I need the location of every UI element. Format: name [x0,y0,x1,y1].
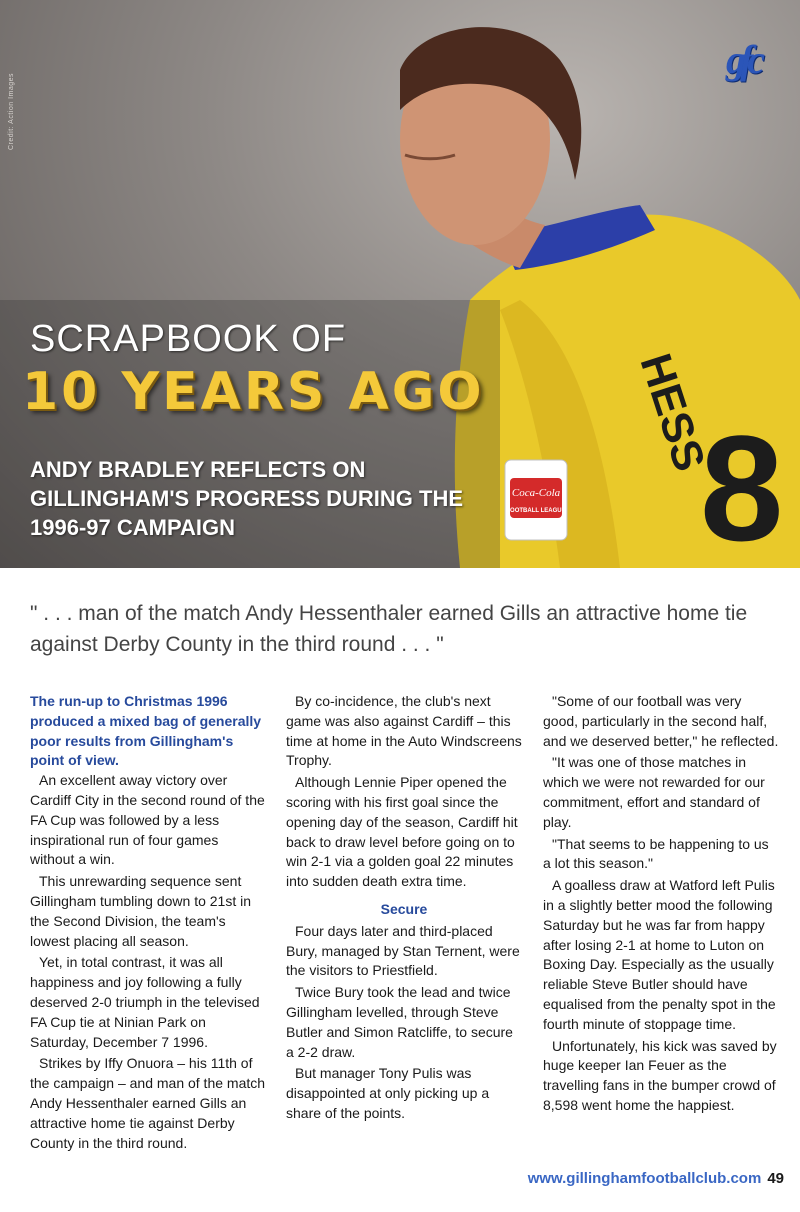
headline: 10 YEARS AGO [22,362,485,422]
paragraph: "That seems to be happening to us a lot this season." [543,835,769,872]
league-badge [505,460,567,540]
website-link[interactable]: www.gillinghamfootballclub.com [527,1170,762,1187]
column-3 [543,692,779,1118]
svg-text:Coca-Cola: Coca-Cola [511,487,561,499]
hero-photo [0,0,800,568]
photo-credit: Credit: Action Images [8,72,15,150]
paragraph: A goalless draw at Watford left Pulis in a slightly better mood the following Saturday but he was far from happy after losing 2-1 at home to Luton on Boxing Day. Especially as the usually reliable Steve Butler should have equalised from the penalty spot in the fourth minute of stoppage time. [543,877,776,1032]
paragraph: "It was one of those matches in which we were not rewarded for our commitment, effort and standard of play. [543,754,765,830]
paragraph: Unfortunately, his kick was saved by huge keeper Ian Feuer as the travelling fans in the bumper crowd of 8,598 went home the happiest. [543,1037,777,1113]
paragraph: Twice Bury took the lead and twice Gillingham levelled, through Steve Butler and Simon Ratcliffe, to secure a 2-2 draw. [286,984,513,1060]
paragraph: Four days later and third-placed Bury, managed by Stan Ternent, were the visitors to Priestfield. [286,922,520,979]
kicker: SCRAPBOOK OF [30,318,347,360]
paragraph: "Some of our football was very good, particularly in the second half, and we deserved better," he reflected. [543,693,779,749]
intro-paragraph: The run-up to Christmas 1996 produced a mixed bag of generally poor results from Gillingham's point of view. [30,693,262,769]
subhead: ANDY BRADLEY REFLECTS ON GILLINGHAM'S PROGRESS DURING THE 1996-97 CAMPAIGN [30,457,464,540]
paragraph: Although Lennie Piper opened the scoring with his first goal since the opening day of the season, Cardiff hit back to draw level before going on to win 2-1 via a golden goal 22 minutes into sudden death extra time. [286,774,518,890]
paragraph: This unrewarding sequence sent Gillingham tumbling down to 21st in the Second Division, the team's lowest placing all season. [30,873,252,949]
club-logo: gfc [725,37,760,82]
page-number: 49 [767,1170,784,1187]
paragraph: Strikes by Iffy Onuora – his 11th of the campaign – and man of the match Andy Hessenthaler earned Gills an attractive home tie against Derby County in the third round. [30,1055,266,1151]
pull-quote: " . . . man of the match Andy Hessenthaler earned Gills an attractive home tie against Derby County in the third round . . . " [30,602,748,656]
section-heading: Secure [380,900,428,917]
shirt-number: 8 [700,404,784,568]
paragraph: But manager Tony Pulis was disappointed at only picking up a share of the points. [286,1065,490,1121]
svg-text:FOOTBALL LEAGUE: FOOTBALL LEAGUE [506,508,566,514]
column-2 [286,692,522,1126]
page-footer [528,1170,784,1187]
paragraph: Yet, in total contrast, it was all happiness and joy following a fully deserved 2-0 triumph in the televised FA Cup tie at Ninian Park on Saturday, December 7 1996. [30,954,260,1050]
paragraph: By co-incidence, the club's next game was also against Cardiff – this time at home in the Auto Windscreens Trophy. [286,693,522,769]
shirt-name: HESS [630,347,715,478]
column-1 [30,692,266,1155]
paragraph: An excellent away victory over Cardiff City in the second round of the FA Cup was followed by a less inspirational run of four games without a win. [30,772,265,868]
